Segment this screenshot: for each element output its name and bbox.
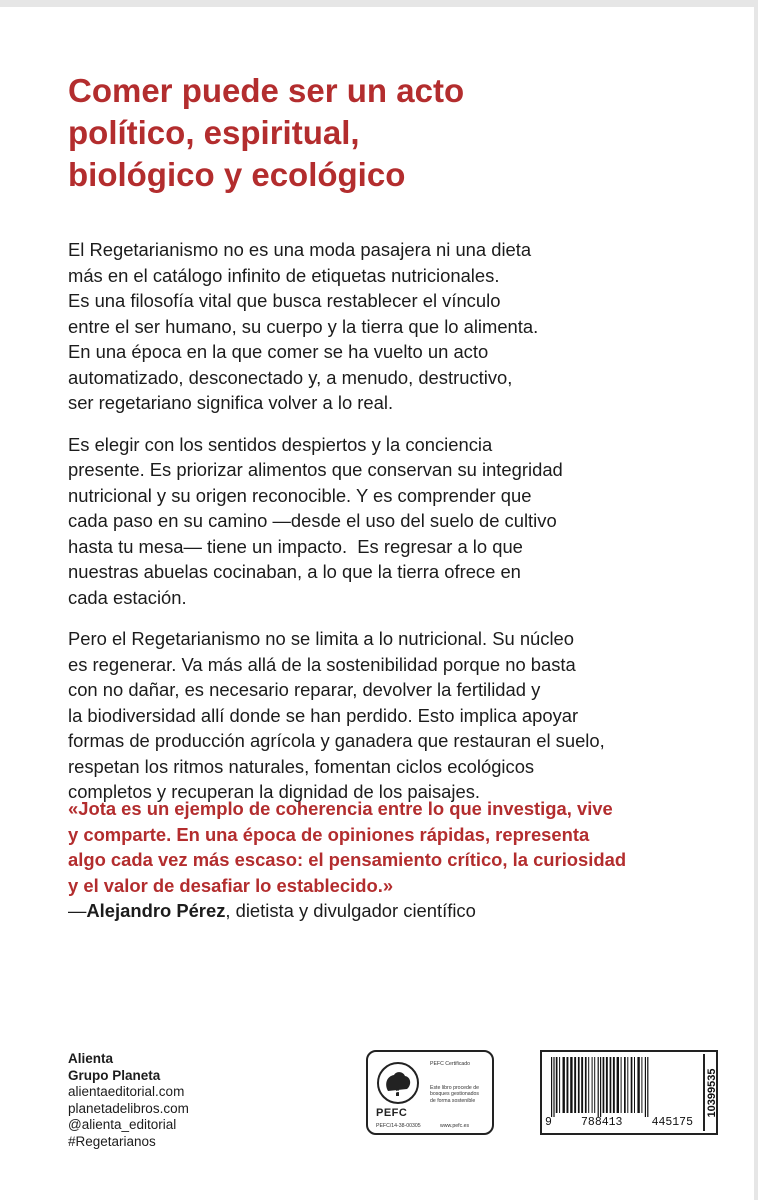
pefc-code: PEFC/14-38-00305 bbox=[376, 1123, 421, 1129]
publisher-hashtag: #Regetarianos bbox=[68, 1133, 156, 1149]
pefc-description-line: bosques gestionados bbox=[430, 1091, 480, 1098]
text-line: Es elegir con los sentidos despiertos y la conciencia bbox=[68, 433, 493, 455]
publisher-imprint: Alienta bbox=[68, 1051, 114, 1066]
barcode-prefix-digit: 9 bbox=[545, 1116, 552, 1129]
barcode-bar bbox=[631, 1057, 633, 1113]
barcode-bar bbox=[634, 1057, 635, 1113]
text-line: hasta tu mesa— tiene un impacto. Es regresar a lo que bbox=[68, 535, 523, 557]
quote-line: algo cada vez más escaso: el pensamiento crítico, la curiosidad bbox=[68, 849, 627, 870]
top-edge-band bbox=[0, 0, 758, 7]
pefc-description bbox=[430, 1085, 479, 1104]
barcode-bar bbox=[613, 1057, 615, 1113]
synopsis-paragraph-1 bbox=[68, 237, 708, 416]
right-edge-band bbox=[754, 0, 758, 1200]
barcode-bar bbox=[598, 1057, 599, 1117]
internal-code-panel bbox=[703, 1054, 718, 1131]
barcode-bar bbox=[553, 1057, 554, 1117]
barcode-bar bbox=[563, 1057, 565, 1113]
text-line: ser regetariano significa volver a lo real. bbox=[68, 392, 394, 413]
pefc-description-line: Este libro procede de bbox=[430, 1085, 480, 1091]
publisher-group: Grupo Planeta bbox=[68, 1067, 161, 1083]
headline-line: biológico y ecológico bbox=[68, 156, 406, 193]
barcode-bar bbox=[621, 1057, 622, 1113]
headline-line: Comer puede ser un acto bbox=[68, 72, 465, 109]
internal-code: 10399535 bbox=[705, 1068, 718, 1117]
barcode-bar bbox=[627, 1057, 628, 1113]
isbn-barcode bbox=[540, 1050, 718, 1135]
barcode-bar bbox=[603, 1057, 605, 1113]
text-line: cada paso en su camino —desde el uso del suelo de cultivo bbox=[68, 510, 557, 531]
barcode-right-group: 445175 bbox=[651, 1116, 693, 1129]
pefc-certification-badge bbox=[366, 1050, 494, 1135]
quote-attribution bbox=[68, 898, 476, 924]
barcode-bar bbox=[551, 1057, 552, 1117]
barcode-left-group: 788413 bbox=[581, 1116, 623, 1129]
text-line: completos y recuperan la dignidad de los paisajes. bbox=[68, 781, 480, 802]
barcode-bar bbox=[574, 1057, 576, 1113]
publisher-website: alientaeditorial.com bbox=[68, 1084, 185, 1099]
barcode-bar bbox=[637, 1057, 639, 1113]
text-line: El Regetarianismo no es una moda pasajera ni una dieta bbox=[68, 239, 532, 260]
pefc-logo-text: PEFC bbox=[376, 1107, 408, 1119]
synopsis bbox=[68, 237, 708, 821]
barcode-bar bbox=[645, 1057, 646, 1117]
barcode-bar bbox=[606, 1057, 608, 1113]
text-line: entre el ser humano, su cuerpo y la tierra que lo alimenta. bbox=[68, 315, 539, 337]
pefc-certified-label: PEFC Certificado bbox=[430, 1061, 471, 1067]
synopsis-paragraph-3 bbox=[68, 626, 708, 805]
attribution-dash: — bbox=[68, 900, 87, 921]
synopsis-paragraph-2 bbox=[68, 432, 708, 611]
barcode-bars bbox=[549, 1057, 697, 1117]
text-line: En una época en la que comer se ha vuelto un acto bbox=[68, 341, 489, 362]
barcode-bar bbox=[570, 1057, 572, 1113]
attribution-role: , dietista y divulgador científico bbox=[225, 900, 476, 921]
text-line: presente. Es priorizar alimentos que conservan su integridad bbox=[68, 459, 563, 480]
barcode-bar bbox=[578, 1057, 580, 1113]
barcode-bar bbox=[610, 1057, 612, 1113]
text-line: Es una filosofía vital que busca restablecer el vínculo bbox=[68, 290, 501, 311]
headline bbox=[68, 70, 698, 196]
tree-logo-svg bbox=[379, 1064, 417, 1102]
text-line: con no dañar, es necesario reparar, devolver la fertilidad y bbox=[68, 679, 541, 700]
text-line: más en el catálogo infinito de etiquetas nutricionales. bbox=[68, 264, 500, 286]
barcode-bar bbox=[594, 1057, 595, 1113]
quote-line: y el valor de desafiar lo establecido.» bbox=[68, 874, 394, 896]
text-line: nuestras abuelas cocinaban, a lo que la tierra ofrece en bbox=[68, 561, 521, 582]
publisher-website: planetadelibros.com bbox=[68, 1100, 189, 1116]
barcode-bar bbox=[617, 1057, 619, 1113]
text-line: es regenerar. Va más allá de la sostenibilidad porque no basta bbox=[68, 653, 576, 675]
barcode-bar bbox=[641, 1057, 642, 1113]
barcode-bar bbox=[588, 1057, 589, 1113]
barcode-bar bbox=[592, 1057, 593, 1113]
quote-line: y comparte. En una época de opiniones rápidas, representa bbox=[68, 823, 590, 845]
headline-line: político, espiritual, bbox=[68, 114, 360, 151]
publisher-info bbox=[68, 1051, 189, 1150]
barcode-bar bbox=[600, 1057, 601, 1117]
attribution-author: Alejandro Pérez bbox=[86, 900, 226, 921]
text-line: automatizado, desconectado y, a menudo, destructivo, bbox=[68, 366, 513, 388]
barcode-bar bbox=[585, 1057, 587, 1113]
quote-line: «Jota es un ejemplo de coherencia entre lo que investiga, vive bbox=[68, 798, 613, 819]
barcode-bar bbox=[581, 1057, 583, 1113]
tree-icon bbox=[377, 1062, 419, 1104]
barcode-bar bbox=[624, 1057, 626, 1113]
barcode-bar bbox=[556, 1057, 558, 1113]
text-line: cada estación. bbox=[68, 586, 187, 608]
pefc-site: www.pefc.es bbox=[440, 1123, 470, 1129]
text-line: respetan los ritmos naturales, fomentan ciclos ecológicos bbox=[68, 755, 535, 777]
endorsement-quote bbox=[68, 796, 718, 898]
publisher-social: @alienta_editorial bbox=[68, 1117, 177, 1132]
barcode-bar bbox=[559, 1057, 560, 1113]
text-line: la biodiversidad allí donde se han perdido. Esto implica apoyar bbox=[68, 704, 579, 726]
barcode-number bbox=[542, 1116, 696, 1129]
pefc-description-line: de forma sostenible bbox=[430, 1097, 476, 1104]
text-line: formas de producción agrícola y ganadera que restauran el suelo, bbox=[68, 730, 605, 751]
text-line: nutricional y su origen reconocible. Y es comprender que bbox=[68, 484, 532, 506]
barcode-bar bbox=[567, 1057, 569, 1113]
barcode-bar bbox=[647, 1057, 648, 1117]
text-line: Pero el Regetarianismo no se limita a lo nutricional. Su núcleo bbox=[68, 628, 575, 649]
